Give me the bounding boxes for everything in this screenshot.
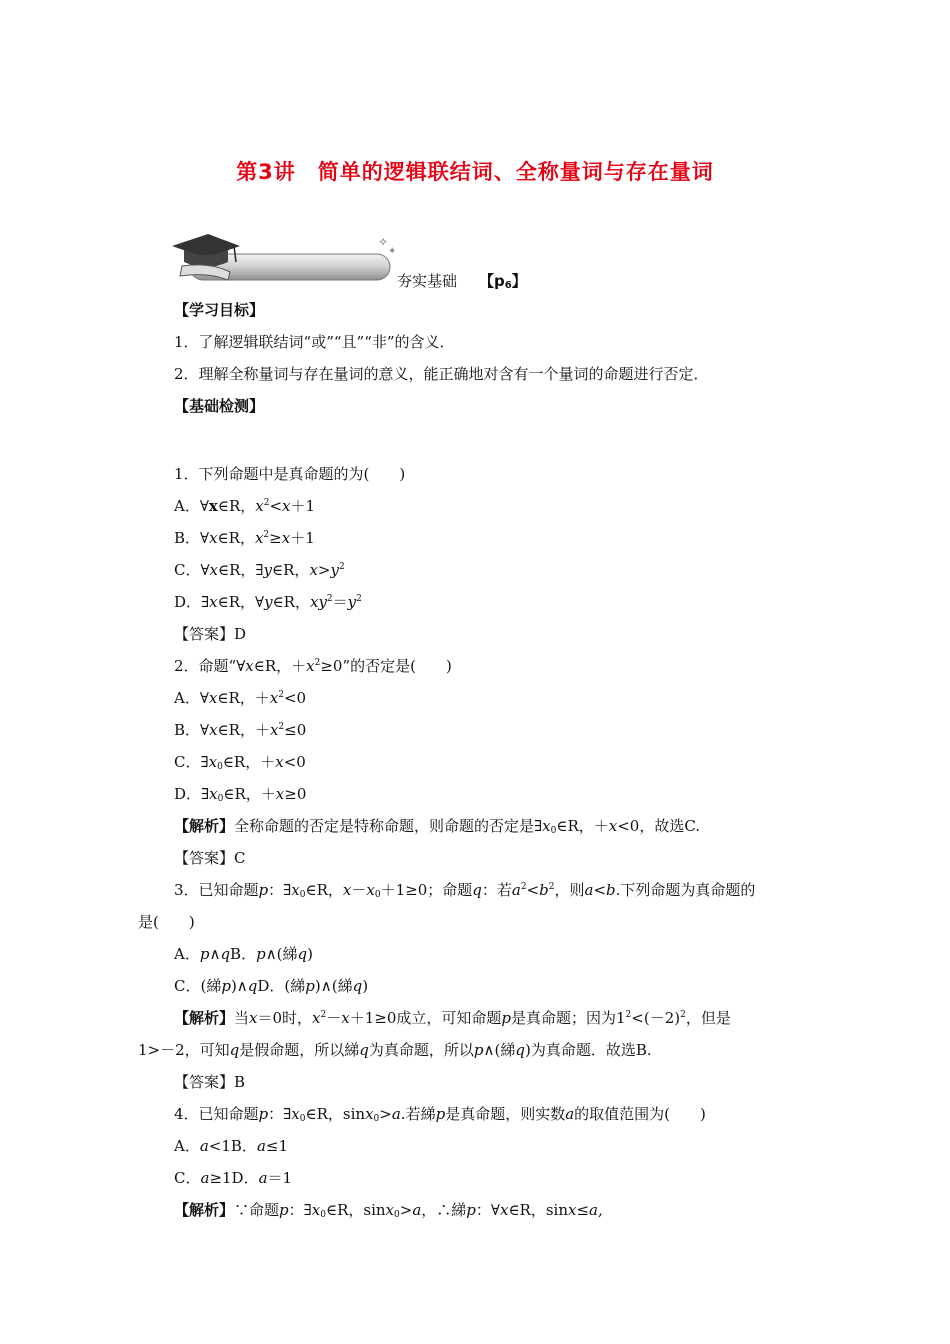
graduation-cap-banner xyxy=(170,232,410,290)
q2-option-c: C．$\exists x_0\in R$，＋x<0 xyxy=(174,753,306,772)
goal-1: 1．了解逻辑联结词“或”“且”“非”的含义． xyxy=(174,333,455,351)
q1-option-a: A．∀x∈R，$x^2<x+1$ xyxy=(174,497,316,515)
q3-stem: 3．已知命题p：$\exists x_0\in R$，$x-x_0+1\ge 0$；命题q：若$a^2<b^2$，则a<b.下列命题为真命题的 xyxy=(174,881,756,900)
q2-option-d: D．$\exists x_0\in R$，＋x≥0 xyxy=(174,785,307,804)
check-header: 【基础检测】 xyxy=(174,397,265,415)
q1-stem: 1．下列命题中是真命题的为( ) xyxy=(174,465,406,483)
q4-stem: 4．已知命题p：$\exists x_0\in R$，sinx$_0$>a.若綈p是真命题，则实数a的取值范围为( ) xyxy=(174,1105,706,1124)
svg-text:✦: ✦ xyxy=(388,246,397,257)
q1-option-d: D．∃x∈R，∀y∈R，$xy^2=y^2$ xyxy=(174,593,362,611)
q2-answer: 【答案】C xyxy=(174,849,246,867)
q2-explanation: 【解析】全称命题的否定是特称命题，则命题的否定是$\exists x_0\in R$，＋x<0，故选C. xyxy=(174,817,701,836)
q1-option-c: C．∀x∈R，∃y∈R，$x>y^2$ xyxy=(174,561,345,579)
page-title: 第3讲 简单的逻辑联结词、全称量词与存在量词 xyxy=(236,160,714,184)
q4-options-ab: A．a<1B．a≤1 xyxy=(174,1137,289,1155)
q3-answer: 【答案】B xyxy=(174,1073,246,1091)
q4-options-cd: C．a≥1D．a＝1 xyxy=(174,1169,293,1187)
goal-2: 2．理解全称量词与存在量词的意义，能正确地对含有一个量词的命题进行否定． xyxy=(174,365,709,383)
q3-stem-cont: 是( ) xyxy=(138,913,195,931)
q3-options-cd: C．(綈p)∧qD．(綈p)∧(綈q) xyxy=(174,977,369,995)
q4-explanation: 【解析】∵命题p：$\exists x_0\in R$，sinx$_0$>a，∴綈p：∀x∈R，sinx≤a, xyxy=(174,1201,603,1220)
svg-text:✧: ✧ xyxy=(378,235,389,249)
q2-stem: 2．命题“∀x∈R，$+x^2\ge 0$”的否定是( ) xyxy=(174,657,452,675)
q3-explanation: 【解析】当x＝0时，$x^2-x+1\ge 0$成立，可知命题p是真命题；因为$1^2<(-2)^2$，但是 xyxy=(174,1009,731,1027)
q1-option-b: B．∀x∈R，$x^2\ge x+1$ xyxy=(174,529,315,547)
q1-answer: 【答案】D xyxy=(174,625,247,643)
page-reference: 【$p_6$】 xyxy=(479,272,527,291)
banner-label: 夯实基础 xyxy=(397,272,458,290)
goals-header: 【学习目标】 xyxy=(174,301,265,319)
q3-options-ab: A．p∧qB．p∧(綈q) xyxy=(174,945,313,963)
q2-option-b: B．∀x∈R，$+x^2\le 0$ xyxy=(174,721,307,739)
q2-option-a: A．∀x∈R，$+x^2<0$ xyxy=(174,689,307,707)
q3-explanation-cont: 1>－2，可知q是假命题，所以綈q为真命题，所以p∧(綈q)为真命题．故选B. xyxy=(138,1041,652,1059)
